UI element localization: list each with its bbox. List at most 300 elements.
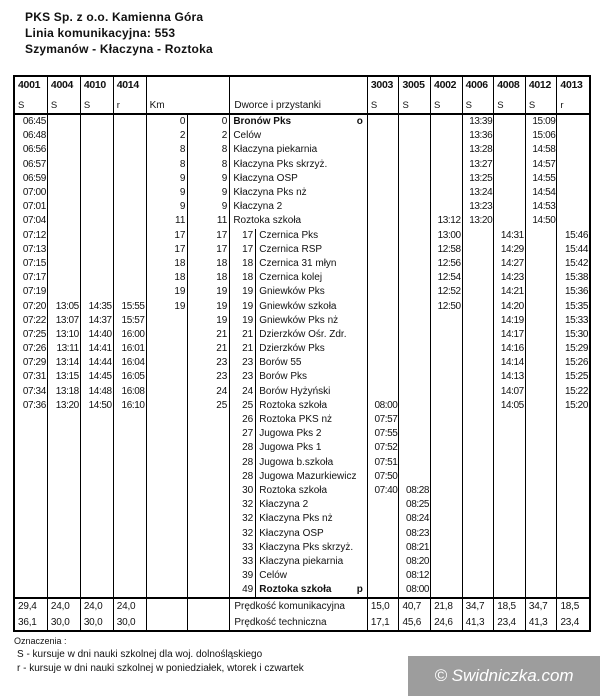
time-cell <box>526 470 558 484</box>
time-cell <box>431 314 463 328</box>
time-cell: 07:50 <box>368 470 400 484</box>
time-cell: 16:01 <box>114 342 147 356</box>
km-cell: 17 <box>188 243 230 257</box>
km-cell <box>188 526 230 540</box>
time-cell <box>15 541 48 555</box>
time-cell <box>463 427 495 441</box>
stop-name-cell: Kłaczyna 2 <box>230 200 368 214</box>
km-return-cell: 19 <box>230 314 256 328</box>
km-return-cell: 24 <box>230 385 256 399</box>
km-return-cell: 27 <box>230 427 256 441</box>
course-tag: S <box>370 100 378 111</box>
time-cell <box>15 441 48 455</box>
time-cell <box>463 541 495 555</box>
time-cell: 07:04 <box>15 214 48 228</box>
document-header <box>25 9 213 57</box>
time-cell: 06:45 <box>15 115 48 129</box>
speed-cell: 17,1 <box>368 615 400 631</box>
time-cell <box>463 484 495 498</box>
time-cell <box>368 172 400 186</box>
speed-cell: 30,0 <box>114 615 147 631</box>
km-cell <box>147 441 189 455</box>
table-row <box>15 569 589 583</box>
time-cell <box>48 257 81 271</box>
stop-name-cell: Czernica 31 młyn <box>256 257 368 271</box>
time-cell <box>463 257 495 271</box>
stop-name-cell: Celów <box>230 129 368 143</box>
km-return-cell: 28 <box>230 470 256 484</box>
time-cell <box>431 143 463 157</box>
km-return-cell: 21 <box>230 328 256 342</box>
km-cell: 19 <box>147 299 189 313</box>
time-cell <box>81 498 114 512</box>
time-cell: 08:24 <box>399 512 431 526</box>
time-cell <box>368 285 400 299</box>
speed-cell: 45,6 <box>399 615 431 631</box>
time-cell <box>557 583 589 597</box>
time-cell <box>557 569 589 583</box>
time-cell <box>368 129 400 143</box>
time-cell <box>463 243 495 257</box>
time-cell <box>399 243 431 257</box>
time-cell <box>431 555 463 569</box>
time-cell <box>368 526 400 540</box>
km-return-cell: 18 <box>230 271 256 285</box>
time-cell: 13:18 <box>48 385 81 399</box>
stop-name-cell: Kłaczyna OSP <box>230 172 368 186</box>
time-cell <box>557 158 589 172</box>
course-number: 4010 <box>83 79 106 91</box>
time-cell <box>114 555 147 569</box>
time-cell <box>399 129 431 143</box>
km-cell: 19 <box>188 285 230 299</box>
time-cell <box>557 200 589 214</box>
km-cell: 17 <box>147 243 189 257</box>
time-cell <box>48 470 81 484</box>
time-cell <box>431 541 463 555</box>
time-cell <box>368 200 400 214</box>
stop-name-cell: Dzierzków Ośr. Zdr. <box>256 328 368 342</box>
time-cell <box>557 129 589 143</box>
time-cell <box>463 456 495 470</box>
time-cell <box>114 200 147 214</box>
km-return-cell: 17 <box>230 243 256 257</box>
time-cell <box>48 413 81 427</box>
time-cell: 08:20 <box>399 555 431 569</box>
time-cell <box>526 555 558 569</box>
time-cell <box>368 158 400 172</box>
course-tag: S <box>434 100 441 111</box>
km-cell <box>147 484 189 498</box>
time-cell <box>81 129 114 143</box>
table-row <box>15 172 589 186</box>
time-cell <box>114 243 147 257</box>
table-row <box>15 413 589 427</box>
time-cell: 06:59 <box>15 172 48 186</box>
legend <box>14 636 304 674</box>
time-cell <box>48 456 81 470</box>
table-row <box>15 541 589 555</box>
time-cell <box>526 285 558 299</box>
km-return-cell: 33 <box>230 555 256 569</box>
time-cell <box>81 470 114 484</box>
table-row <box>15 583 589 597</box>
km-cell <box>147 512 189 526</box>
time-cell <box>399 271 431 285</box>
stop-name-cell: Borów 55 <box>256 356 368 370</box>
km-cell: 11 <box>188 214 230 228</box>
time-cell: 15:22 <box>564 385 589 397</box>
stop-name-cell: Gniewków Pks nż <box>256 314 368 328</box>
time-cell <box>526 413 558 427</box>
time-cell <box>431 328 463 342</box>
time-cell <box>526 583 558 597</box>
time-cell: 15:06 <box>526 129 558 143</box>
time-cell <box>81 200 114 214</box>
time-cell <box>48 129 81 143</box>
time-cell <box>15 569 48 583</box>
stops-column-header: Dworce i przystanki <box>230 77 368 113</box>
time-cell <box>557 115 589 129</box>
summary-row <box>15 615 589 631</box>
time-cell <box>494 498 526 512</box>
time-cell <box>526 243 558 257</box>
time-cell <box>399 214 431 228</box>
km-cell <box>147 427 189 441</box>
time-cell: 15:42 <box>564 257 589 269</box>
km-cell <box>147 526 189 540</box>
speed-cell: 24,0 <box>114 599 147 615</box>
time-cell <box>399 342 431 356</box>
km-cell: 9 <box>147 172 189 186</box>
time-cell: 15:09 <box>526 115 558 129</box>
time-cell <box>48 186 81 200</box>
time-cell: 13:20 <box>48 399 81 413</box>
speed-cell: 34,7 <box>526 599 558 615</box>
speed-label: Prędkość komunikacyjna <box>230 599 368 615</box>
time-cell <box>526 526 558 540</box>
speed-cell: 36,1 <box>15 615 48 631</box>
time-cell: 13:24 <box>463 186 495 200</box>
stop-name-cell: Czernica kolej <box>256 271 368 285</box>
table-row <box>15 498 589 512</box>
km-cell: 18 <box>147 271 189 285</box>
km-return-cell: 26 <box>230 413 256 427</box>
table-row <box>15 441 589 455</box>
time-cell <box>557 441 589 455</box>
time-cell <box>494 129 526 143</box>
speed-cell: 15,0 <box>368 599 400 615</box>
table-row <box>15 143 589 157</box>
time-cell: 07:52 <box>368 441 400 455</box>
km-cell <box>147 370 189 384</box>
time-cell: 07:19 <box>15 285 48 299</box>
km-return-cell: 28 <box>230 441 256 455</box>
time-cell: 07:57 <box>368 413 400 427</box>
stop-name-cell: Kłaczyna 2 <box>256 498 368 512</box>
time-cell: 07:25 <box>15 328 48 342</box>
time-cell <box>399 441 431 455</box>
time-cell <box>431 413 463 427</box>
time-cell <box>15 456 48 470</box>
time-cell <box>494 470 526 484</box>
time-cell: 13:12 <box>431 214 463 228</box>
time-cell: 13:23 <box>463 200 495 214</box>
time-cell: 14:05 <box>494 399 526 413</box>
time-cell <box>463 385 495 399</box>
time-cell <box>431 427 463 441</box>
time-cell <box>48 200 81 214</box>
time-cell: 12:50 <box>431 299 463 313</box>
km-cell: 21 <box>188 328 230 342</box>
km-cell: 18 <box>188 257 230 271</box>
table-row <box>15 200 589 214</box>
time-cell <box>368 186 400 200</box>
time-cell: 15:57 <box>114 314 147 328</box>
time-cell <box>81 569 114 583</box>
time-cell: 13:15 <box>48 370 81 384</box>
table-row <box>15 484 589 498</box>
stop-name-cell: Roztoka szkoła p <box>256 583 368 597</box>
time-cell: 07:55 <box>368 427 400 441</box>
time-cell <box>114 172 147 186</box>
time-cell <box>399 370 431 384</box>
speed-cell: 24,6 <box>431 615 463 631</box>
time-cell: 12:54 <box>431 271 463 285</box>
time-cell <box>431 200 463 214</box>
time-cell <box>48 512 81 526</box>
table-row <box>15 314 589 328</box>
time-cell <box>463 314 495 328</box>
km-cell <box>188 599 230 615</box>
time-cell: 08:28 <box>399 484 431 498</box>
table-row <box>15 243 589 257</box>
km-cell <box>147 541 189 555</box>
time-cell <box>15 470 48 484</box>
km-cell: 25 <box>188 399 230 413</box>
stop-name-cell: Roztoka PKS nż <box>256 413 368 427</box>
time-cell: 14:21 <box>494 285 526 299</box>
time-cell <box>368 512 400 526</box>
stop-name-cell: Celów <box>256 569 368 583</box>
time-cell <box>431 385 463 399</box>
stop-name-cell: Gniewków szkoła <box>256 299 368 313</box>
km-cell <box>147 599 189 615</box>
time-cell <box>526 541 558 555</box>
time-cell <box>114 512 147 526</box>
time-cell <box>114 498 147 512</box>
stop-name-cell: Bronów Pks o <box>230 115 368 129</box>
time-cell <box>494 214 526 228</box>
course-number: 4006 <box>465 79 488 91</box>
km-cell <box>188 615 230 631</box>
time-cell <box>399 172 431 186</box>
km-return-cell: 19 <box>230 299 256 313</box>
time-cell <box>399 314 431 328</box>
time-cell <box>463 413 495 427</box>
time-cell <box>526 498 558 512</box>
course-tag: S <box>497 100 504 111</box>
time-cell <box>399 328 431 342</box>
time-cell <box>81 243 114 257</box>
time-cell <box>463 583 495 597</box>
km-cell <box>188 413 230 427</box>
time-cell <box>399 115 431 129</box>
table-row <box>15 512 589 526</box>
time-cell: 14:35 <box>81 299 114 313</box>
time-cell <box>48 569 81 583</box>
table-row <box>15 285 589 299</box>
stop-name-cell: Kłaczyna Pks skrzyż. <box>230 158 368 172</box>
stop-name-cell: Kłaczyna OSP <box>256 526 368 540</box>
time-cell <box>557 456 589 470</box>
time-cell <box>463 370 495 384</box>
time-cell <box>431 583 463 597</box>
legend-note-s: S - kursuje w dni nauki szkolnej dla woj. dolnośląskiego <box>17 649 263 660</box>
time-cell: 14:29 <box>494 243 526 257</box>
stop-name-cell: Gniewków Pks <box>256 285 368 299</box>
time-cell: 07:22 <box>15 314 48 328</box>
time-cell <box>81 214 114 228</box>
time-cell <box>431 456 463 470</box>
course-tag: r <box>116 100 120 111</box>
time-cell <box>48 158 81 172</box>
time-cell: 14:31 <box>494 229 526 243</box>
km-cell: 19 <box>188 314 230 328</box>
course-number: 3003 <box>370 79 394 91</box>
watermark: © Swidniczka.com <box>408 656 600 696</box>
time-cell: 15:38 <box>564 272 589 284</box>
table-row <box>15 456 589 470</box>
time-cell <box>368 356 400 370</box>
speed-label: Prędkość techniczna <box>230 615 368 631</box>
km-cell <box>147 342 189 356</box>
time-cell <box>431 470 463 484</box>
time-cell: 14:23 <box>494 271 526 285</box>
time-cell: 07:31 <box>15 370 48 384</box>
time-cell: 15:46 <box>564 229 589 241</box>
time-cell <box>431 356 463 370</box>
time-cell <box>114 583 147 597</box>
km-cell: 8 <box>147 143 189 157</box>
time-cell <box>114 271 147 285</box>
time-cell <box>114 427 147 441</box>
time-cell <box>114 456 147 470</box>
time-cell <box>81 271 114 285</box>
time-cell <box>463 555 495 569</box>
speed-cell: 21,8 <box>431 599 463 615</box>
time-cell: 16:04 <box>114 356 147 370</box>
course-header <box>463 77 495 113</box>
time-cell <box>557 172 589 186</box>
time-cell <box>431 370 463 384</box>
time-cell: 13:00 <box>431 229 463 243</box>
km-cell: 18 <box>188 271 230 285</box>
time-cell <box>368 271 400 285</box>
time-cell: 14:41 <box>81 342 114 356</box>
time-cell <box>48 115 81 129</box>
time-cell: 07:36 <box>15 399 48 413</box>
course-header <box>114 77 147 113</box>
time-cell <box>368 143 400 157</box>
time-cell: 14:58 <box>526 143 558 157</box>
time-cell: 14:19 <box>494 314 526 328</box>
time-cell <box>494 427 526 441</box>
time-cell <box>114 214 147 228</box>
course-tag: S <box>83 100 91 111</box>
company-name: PKS Sp. z o.o. Kamienna Góra <box>25 10 204 24</box>
km-cell: 23 <box>188 356 230 370</box>
time-cell: 15:33 <box>564 314 589 326</box>
time-cell <box>368 229 400 243</box>
time-cell: 14:27 <box>494 257 526 271</box>
time-cell: 08:12 <box>399 569 431 583</box>
time-cell <box>48 541 81 555</box>
time-cell <box>526 484 558 498</box>
time-cell <box>494 158 526 172</box>
time-cell <box>463 271 495 285</box>
time-cell <box>463 498 495 512</box>
time-cell <box>431 569 463 583</box>
time-cell <box>399 186 431 200</box>
course-tag: S <box>465 100 472 111</box>
time-cell <box>368 243 400 257</box>
table-row <box>15 385 589 399</box>
time-cell <box>81 285 114 299</box>
time-cell <box>81 229 114 243</box>
time-cell <box>526 399 558 413</box>
time-cell <box>557 143 589 157</box>
time-cell: 12:56 <box>431 257 463 271</box>
stop-name-cell: Czernica RSP <box>256 243 368 257</box>
time-cell <box>526 342 558 356</box>
time-cell: 08:00 <box>399 583 431 597</box>
time-cell: 14:37 <box>81 314 114 328</box>
time-cell <box>81 541 114 555</box>
km-return-cell: 30 <box>230 484 256 498</box>
time-cell <box>368 299 400 313</box>
time-cell <box>81 257 114 271</box>
km-return-cell: 33 <box>230 541 256 555</box>
time-cell: 15:26 <box>564 357 589 369</box>
time-cell <box>431 158 463 172</box>
time-cell <box>463 526 495 540</box>
time-cell: 07:40 <box>368 484 400 498</box>
time-cell <box>557 214 589 228</box>
km-cell <box>188 498 230 512</box>
speed-cell: 29,4 <box>15 599 48 615</box>
time-cell <box>526 271 558 285</box>
time-cell <box>368 314 400 328</box>
time-cell <box>526 314 558 328</box>
km-cell <box>188 541 230 555</box>
time-cell <box>399 470 431 484</box>
time-cell <box>114 441 147 455</box>
table-row <box>15 257 589 271</box>
table-row <box>15 271 589 285</box>
time-cell <box>114 257 147 271</box>
time-cell <box>431 526 463 540</box>
km-return-cell: 32 <box>230 526 256 540</box>
km-return-cell: 23 <box>230 356 256 370</box>
timetable <box>13 75 591 632</box>
course-header <box>399 77 431 113</box>
time-cell: 14:20 <box>494 299 526 313</box>
km-cell <box>147 356 189 370</box>
km-cell <box>147 615 189 631</box>
time-cell: 15:35 <box>564 300 589 312</box>
course-number: 4014 <box>116 79 139 91</box>
